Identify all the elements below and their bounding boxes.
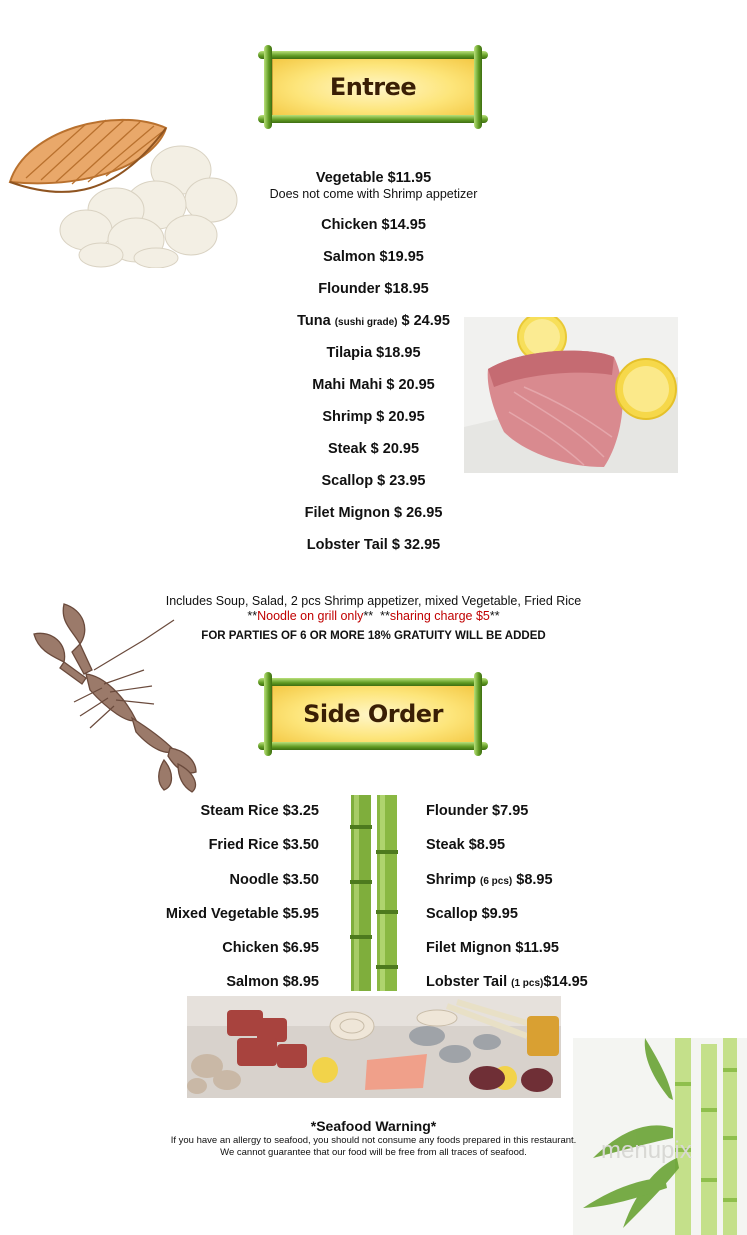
side-lobster-label: Lobster Tail: [426, 974, 508, 990]
vegetable-note: Does not come with Shrimp appetizer: [269, 187, 478, 201]
side-item-fried-rice: Fried Rice $3.50: [208, 837, 319, 853]
side-item-salmon: Salmon $8.95: [226, 974, 319, 990]
watermark: menupix: [601, 1137, 692, 1164]
gratuity-note: FOR PARTIES OF 6 OR MORE 18% GRATUITY WILL BE ADDED: [201, 630, 546, 642]
side-item-lobster-tail: [426, 974, 588, 990]
bamboo-image: [347, 795, 401, 991]
tuna-price: $ 24.95: [401, 313, 450, 329]
tuna-image: [464, 317, 678, 473]
side-order-banner: [258, 672, 488, 756]
side-item-steam-rice: Steam Rice $3.25: [200, 803, 319, 819]
side-lobster-note: (1 pcs): [511, 978, 544, 989]
entree-item-flounder: Flounder $18.95: [318, 281, 429, 297]
side-item-flounder: Flounder $7.95: [426, 803, 529, 819]
seafood-platter-image: [187, 996, 561, 1098]
entree-item-lobster-tail: Lobster Tail $ 32.95: [306, 537, 441, 553]
entree-item-shrimp: Shrimp $ 20.95: [322, 409, 425, 425]
entree-item-chicken: Chicken $14.95: [321, 217, 426, 233]
side-lobster-price: $14.95: [543, 974, 588, 990]
side-shrimp-price: $8.95: [516, 872, 553, 888]
entree-item-mahi-mahi: Mahi Mahi $ 20.95: [312, 377, 435, 393]
warning-title: *Seafood Warning*: [310, 1118, 437, 1134]
side-shrimp-label: Shrimp: [426, 872, 476, 888]
warning-line-2: We cannot guarantee that our food will be free from all traces of seafood.: [220, 1147, 527, 1158]
charges-note: **Noodle on grill only** **sharing charge $5**: [247, 609, 500, 623]
entree-item-salmon: Salmon $19.95: [323, 249, 424, 265]
entree-banner: [258, 45, 488, 129]
entree-item-scallop: Scallop $ 23.95: [321, 473, 426, 489]
entree-item-tilapia: Tilapia $18.95: [326, 345, 421, 361]
side-item-shrimp: [426, 872, 553, 888]
tuna-label: Tuna: [297, 313, 331, 329]
side-item-chicken: Chicken $6.95: [222, 940, 319, 956]
entree-item-filet-mignon: Filet Mignon $ 26.95: [304, 505, 443, 521]
noodle-note: Noodle on grill only: [257, 609, 364, 623]
warning-line-1: If you have an allergy to seafood, you should not consume any foods prepared in this restaurant.: [170, 1135, 577, 1146]
includes-note: Includes Soup, Salad, 2 pcs Shrimp appetizer, mixed Vegetable, Fried Rice: [165, 594, 582, 608]
entree-item-vegetable: Vegetable $11.95: [315, 170, 432, 186]
side-item-mixed-vegetable: Mixed Vegetable $5.95: [165, 906, 319, 922]
entree-heading: Entree: [329, 73, 417, 101]
side-item-scallop: Scallop $9.95: [426, 906, 518, 922]
side-item-noodle: Noodle $3.50: [229, 872, 319, 888]
entree-item-steak: Steak $ 20.95: [327, 441, 420, 457]
lobster-image: [24, 600, 204, 795]
side-shrimp-note: (6 pcs): [479, 876, 513, 887]
tuna-grade-note: (sushi grade): [334, 317, 398, 328]
side-item-filet-mignon: Filet Mignon $11.95: [426, 940, 559, 956]
side-order-heading: Side Order: [303, 700, 443, 728]
sharing-note: sharing charge $5: [389, 609, 490, 623]
side-item-steak: Steak $8.95: [426, 837, 506, 853]
